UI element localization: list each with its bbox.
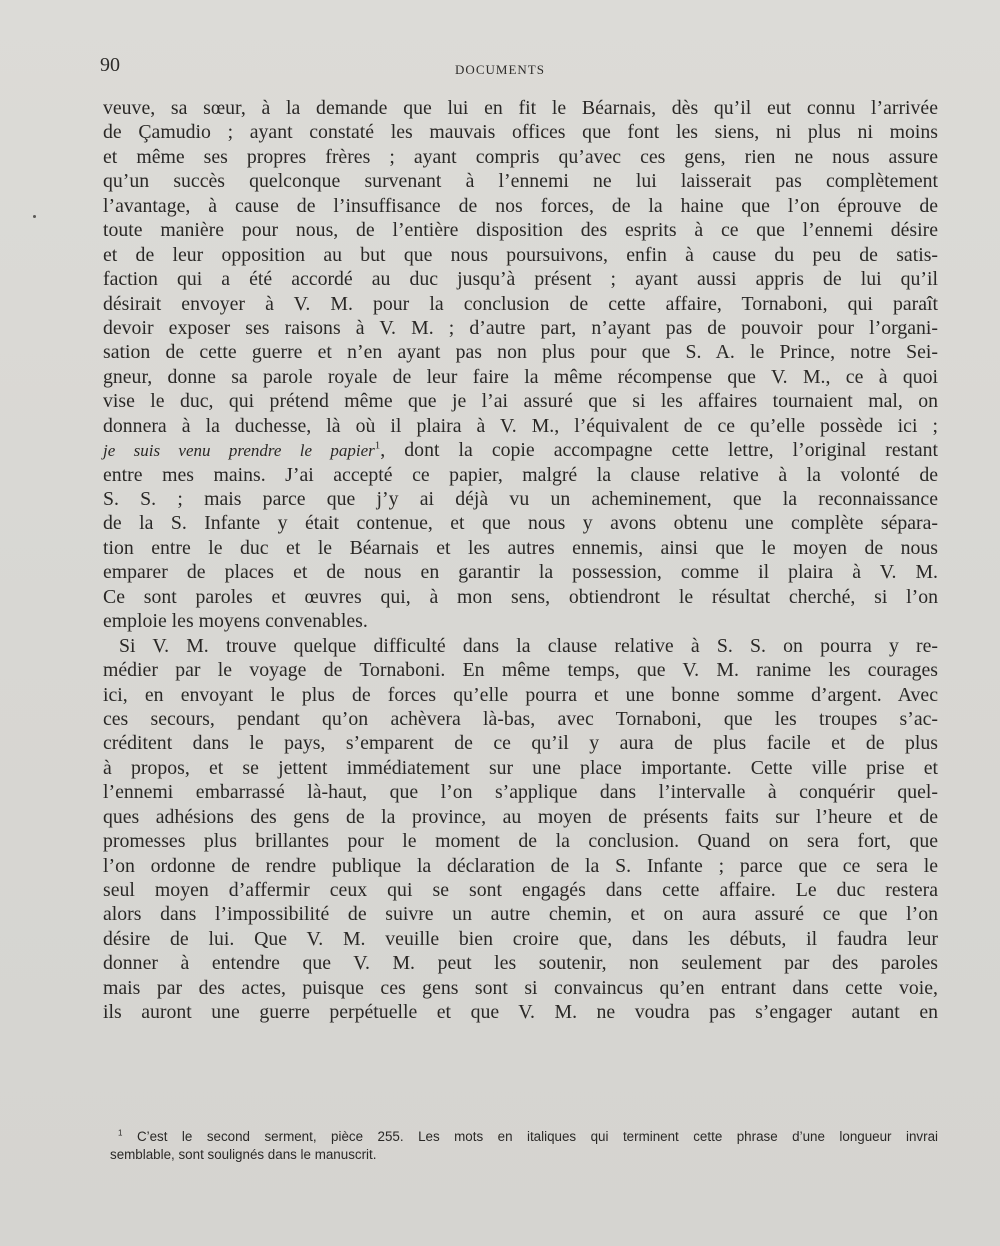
page-number: 90: [100, 54, 120, 76]
text-line: toute manière pour nous, de l’entière disposition des esprits à ce que l’ennemi désire: [103, 219, 938, 242]
text-line: S. S. ; mais parce que j’y ai déjà vu un acheminement, que la reconnaissance: [103, 488, 938, 510]
text-line: seul moyen d’affermir ceux qui se sont engagés dans cette affaire. Le duc restera: [103, 879, 938, 901]
footnote-ref[interactable]: 1: [374, 439, 381, 452]
text-line: l’ennemi embarrassé là-haut, que l’on s’applique dans l’intervalle à conquérir quel-: [103, 781, 938, 804]
text-line: devoir exposer ses raisons à V. M. ; d’autre part, n’ayant pas de pouvoir pour l’organi-: [103, 316, 938, 339]
text-line: à propos, et se jettent immédiatement sur une place importante. Cette ville prise et: [103, 756, 938, 779]
footnotes: [110, 1128, 938, 1164]
text-line: et même ses propres frères ; ayant compris qu’avec ces gens, rien ne nous assure: [103, 145, 938, 168]
text-line: créditent dans le pays, s’emparent de ce qu’il y aura de plus facile et de plus: [103, 732, 938, 755]
text-line: mais par des actes, puisque ces gens sont si convaincus qu’en entrant dans cette voie,: [103, 976, 938, 999]
footnote-text: C’est le second serment, pièce 255. Les mots en italiques qui terminent cette phrase d’une longueur invrai: [136, 1129, 938, 1144]
text-line: emparer de places et de nous en garantir la possession, comme il plaira à V. M.: [103, 561, 938, 584]
text-line: ils auront une guerre perpétuelle et que V. M. ne voudra pas s’engager autant en: [103, 1001, 938, 1024]
text-line: médier par le voyage de Tornaboni. En même temps, que V. M. ranime les courages: [103, 659, 938, 682]
text-line: ici, en envoyant le plus de forces qu’elle pourra et une bonne somme d’argent. Avec: [103, 683, 938, 706]
text-line: sation de cette guerre et n’en ayant pas non plus pour que S. A. le Prince, notre Sei-: [103, 341, 938, 364]
text-line: veuve, sa sœur, à la demande que lui en fit le Béarnais, dès qu’il eut connu l’arrivée: [103, 97, 938, 119]
text-line: l’avantage, à cause de l’insuffisance de nos forces, de la haine que l’on éprouve de: [103, 194, 938, 217]
text-line: désire de lui. Que V. M. veuille bien croire que, dans les débuts, il faudra leur: [103, 927, 938, 950]
text-line: promesses plus brillantes pour le moment de la conclusion. Quand on sera fort, que: [103, 830, 938, 853]
text-line: donnera à la duchesse, là où il plaira à V. M., l’équivalent de ce qu’elle possède ici ;: [103, 414, 938, 437]
text-line: tion entre le duc et le Béarnais et les autres ennemis, ainsi que le moyen de nous: [103, 536, 938, 559]
text-line: l’on ordonne de rendre publique la déclaration de la S. Infante ; parce que ce sera le: [103, 854, 938, 877]
text-line-with-footnote-ref: [103, 438, 938, 462]
footnote-marker: 1: [118, 1128, 123, 1138]
text-line: entre mes mains. J’ai accepté ce papier, malgré la clause relative à la volonté de: [103, 463, 938, 486]
paragraph-start-line: Si V. M. trouve quelque difficulté dans la clause relative à S. S. on pourra y re-: [119, 634, 938, 657]
footnote-line: [110, 1128, 938, 1146]
paragraph-end-line: emploie les moyens convenables.: [103, 610, 368, 633]
text-line: de Çamudio ; ayant constaté les mauvais offices que font les siens, ni plus ni moins: [103, 121, 938, 144]
text-line: faction qui a été accordé au duc jusqu’à présent ; ayant aussi appris de lui qu’il: [103, 268, 938, 291]
italic-phrase: je suis venu prendre le papier: [103, 441, 375, 461]
footnote-line: semblable, sont soulignés dans le manuscrit.: [110, 1147, 377, 1162]
text-line: et de leur opposition au but que nous poursuivons, enfin à cause du peu de satis-: [103, 243, 938, 266]
text-line: gneur, donne sa parole royale de leur faire la même récompense que V. M., ce à quoi: [103, 365, 938, 388]
text-line: alors dans l’impossibilité de suivre un autre chemin, et on aura assuré ce que l’on: [103, 903, 938, 926]
text-line: ces secours, pendant qu’on achèvera là-bas, avec Tornaboni, que les troupes s’ac-: [103, 707, 938, 730]
text-line: qu’un succès quelconque survenant à l’ennemi ne lui laisserait pas complètement: [103, 170, 938, 193]
text-line: vise le duc, qui prétend même que je l’ai assuré que si les affaires tournaient mal, on: [103, 390, 938, 413]
text-line: donner à entendre que V. M. peut les soutenir, non seulement par des paroles: [103, 952, 938, 975]
line-continuation: , dont la copie accompagne cette lettre, l’original restant: [380, 439, 938, 462]
margin-mark: [33, 215, 36, 218]
body-text: [103, 96, 938, 1025]
text-line: ques adhésions des gens de la province, au moyen de présents faits sur l’heure et de: [103, 805, 938, 828]
text-line: Ce sont paroles et œuvres qui, à mon sens, obtiendront le résultat cherché, si l’on: [103, 585, 938, 608]
text-line: de la S. Infante y était contenue, et que nous y avons obtenu une complète sépara-: [103, 512, 938, 535]
running-title: DOCUMENTS: [455, 62, 545, 77]
text-line: désirait envoyer à V. M. pour la conclusion de cette affaire, Tornaboni, qui paraît: [103, 292, 938, 315]
